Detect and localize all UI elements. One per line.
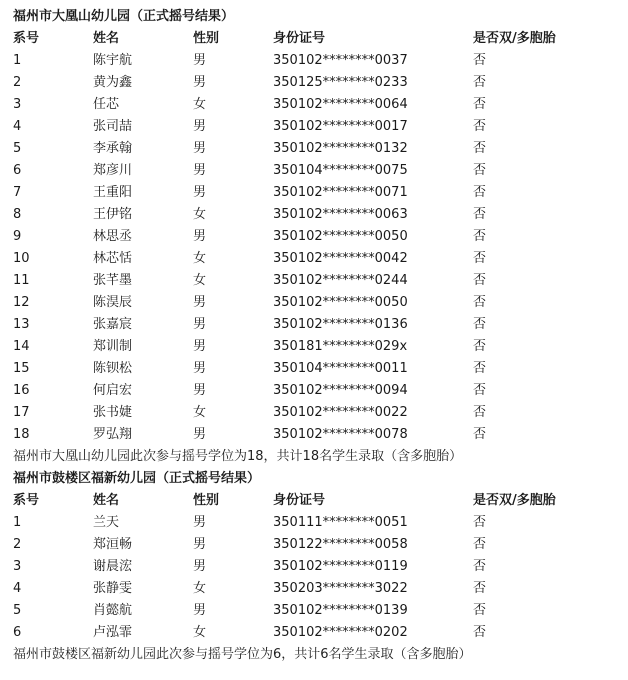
row-number: 2 [13,537,22,552]
table-row [13,182,623,204]
gender: 男 [193,603,207,618]
section-fuxin [13,468,623,666]
col-header-id: 身份证号 [273,31,326,46]
twins-status: 否 [473,427,487,442]
twins-status: 否 [473,383,487,398]
twins-status: 否 [473,559,487,574]
table-header [13,490,623,512]
id-number: 350102********0064 [273,97,408,112]
gender: 男 [193,317,207,332]
twins-status: 否 [473,53,487,68]
twins-status: 否 [473,185,487,200]
row-number: 6 [13,625,22,640]
table-row [13,314,623,336]
gender: 男 [193,119,207,134]
gender: 女 [193,251,207,266]
gender: 男 [193,339,207,354]
col-header-number: 系号 [13,493,40,508]
row-number: 18 [13,427,30,442]
id-number: 350102********0063 [273,207,408,222]
col-header-gender: 性别 [193,493,220,508]
id-number: 350102********0132 [273,141,408,156]
gender: 男 [193,559,207,574]
id-number: 350102********0078 [273,427,408,442]
col-header-twins: 是否双/多胞胎 [473,31,556,46]
table-row [13,600,623,622]
student-name: 王伊铭 [93,207,133,222]
student-name: 郑彦川 [93,163,133,178]
gender: 男 [193,361,207,376]
row-number: 5 [13,141,22,156]
col-header-id: 身份证号 [273,493,326,508]
row-number: 4 [13,119,22,134]
twins-status: 否 [473,295,487,310]
row-number: 4 [13,581,22,596]
student-name: 张司喆 [93,119,133,134]
table-body [13,50,623,446]
table-row [13,534,623,556]
id-number: 350102********0136 [273,317,408,332]
section-title: 福州市鼓楼区福新幼儿园（正式摇号结果） [13,471,261,486]
row-number: 14 [13,339,30,354]
col-header-twins: 是否双/多胞胎 [473,493,556,508]
table-row [13,578,623,600]
table-body [13,512,623,644]
id-number: 350102********0139 [273,603,408,618]
row-number: 7 [13,185,22,200]
twins-status: 否 [473,141,487,156]
col-header-gender: 性别 [193,31,220,46]
gender: 男 [193,75,207,90]
row-number: 15 [13,361,30,376]
id-number: 350102********0042 [273,251,408,266]
row-number: 17 [13,405,30,420]
gender: 男 [193,53,207,68]
table-row [13,204,623,226]
twins-status: 否 [473,581,487,596]
row-number: 13 [13,317,30,332]
gender: 男 [193,537,207,552]
id-number: 350102********0050 [273,295,408,310]
table-row [13,50,623,72]
document [13,6,623,666]
student-name: 黄为鑫 [93,75,133,90]
row-number: 11 [13,273,30,288]
twins-status: 否 [473,317,487,332]
student-name: 卢泓霏 [93,625,133,640]
table-row [13,248,623,270]
section-note: 福州市大凰山幼儿园此次参与摇号学位为18，共计18名学生录取（含多胞胎） [13,449,463,464]
gender: 女 [193,273,207,288]
section-title: 福州市大凰山幼儿园（正式摇号结果） [13,9,235,24]
gender: 男 [193,383,207,398]
col-header-number: 系号 [13,31,40,46]
student-name: 兰天 [93,515,120,530]
gender: 女 [193,405,207,420]
row-number: 3 [13,559,22,574]
twins-status: 否 [473,251,487,266]
row-number: 2 [13,75,22,90]
twins-status: 否 [473,603,487,618]
row-number: 9 [13,229,22,244]
table-row [13,556,623,578]
gender: 男 [193,185,207,200]
twins-status: 否 [473,207,487,222]
gender: 女 [193,581,207,596]
gender: 女 [193,207,207,222]
table-row [13,138,623,160]
student-name: 张芊墨 [93,273,133,288]
gender: 男 [193,515,207,530]
twins-status: 否 [473,163,487,178]
id-number: 350102********0017 [273,119,408,134]
student-name: 任芯 [93,97,120,112]
student-name: 谢晨浤 [93,559,133,574]
twins-status: 否 [473,537,487,552]
row-number: 1 [13,515,22,530]
student-name: 李承翰 [93,141,133,156]
section-note: 福州市鼓楼区福新幼儿园此次参与摇号学位为6，共计6名学生录取（含多胞胎） [13,647,472,662]
student-name: 张静雯 [93,581,133,596]
table-row [13,72,623,94]
student-name: 罗弘翔 [93,427,133,442]
twins-status: 否 [473,625,487,640]
section-daguangshan [13,6,623,468]
student-name: 王重阳 [93,185,133,200]
row-number: 10 [13,251,30,266]
student-name: 林思丞 [93,229,133,244]
id-number: 350102********0022 [273,405,408,420]
student-name: 林芯恬 [93,251,133,266]
student-name: 陈淏辰 [93,295,133,310]
gender: 女 [193,625,207,640]
twins-status: 否 [473,273,487,288]
student-name: 陈钡松 [93,361,133,376]
student-name: 陈宇航 [93,53,133,68]
row-number: 16 [13,383,30,398]
student-name: 郑训制 [93,339,133,354]
gender: 女 [193,97,207,112]
table-row [13,622,623,644]
student-name: 张书婕 [93,405,133,420]
id-number: 350104********0011 [273,361,408,376]
id-number: 350102********0050 [273,229,408,244]
id-number: 350104********0075 [273,163,408,178]
twins-status: 否 [473,229,487,244]
row-number: 6 [13,163,22,178]
student-name: 郑洹畅 [93,537,133,552]
id-number: 350203********3022 [273,581,408,596]
id-number: 350111********0051 [273,515,408,530]
table-row [13,226,623,248]
id-number: 350102********0202 [273,625,408,640]
id-number: 350122********0058 [273,537,408,552]
row-number: 3 [13,97,22,112]
id-number: 350181********029x [273,339,408,354]
row-number: 1 [13,53,22,68]
id-number: 350102********0037 [273,53,408,68]
table-row [13,270,623,292]
id-number: 350102********0119 [273,559,408,574]
col-header-name: 姓名 [93,31,120,46]
gender: 男 [193,229,207,244]
table-row [13,424,623,446]
table-row [13,380,623,402]
row-number: 12 [13,295,30,310]
gender: 男 [193,427,207,442]
student-name: 张嘉宸 [93,317,133,332]
id-number: 350125********0233 [273,75,408,90]
twins-status: 否 [473,339,487,354]
gender: 男 [193,163,207,178]
student-name: 肖懿航 [93,603,133,618]
twins-status: 否 [473,515,487,530]
twins-status: 否 [473,405,487,420]
table-row [13,402,623,424]
table-row [13,160,623,182]
table-row [13,94,623,116]
gender: 男 [193,295,207,310]
table-row [13,116,623,138]
id-number: 350102********0094 [273,383,408,398]
col-header-name: 姓名 [93,493,120,508]
id-number: 350102********0244 [273,273,408,288]
table-row [13,358,623,380]
id-number: 350102********0071 [273,185,408,200]
twins-status: 否 [473,361,487,376]
row-number: 5 [13,603,22,618]
table-row [13,292,623,314]
twins-status: 否 [473,97,487,112]
table-row [13,336,623,358]
gender: 男 [193,141,207,156]
twins-status: 否 [473,119,487,134]
student-name: 何启宏 [93,383,133,398]
row-number: 8 [13,207,22,222]
table-header [13,28,623,50]
twins-status: 否 [473,75,487,90]
table-row [13,512,623,534]
